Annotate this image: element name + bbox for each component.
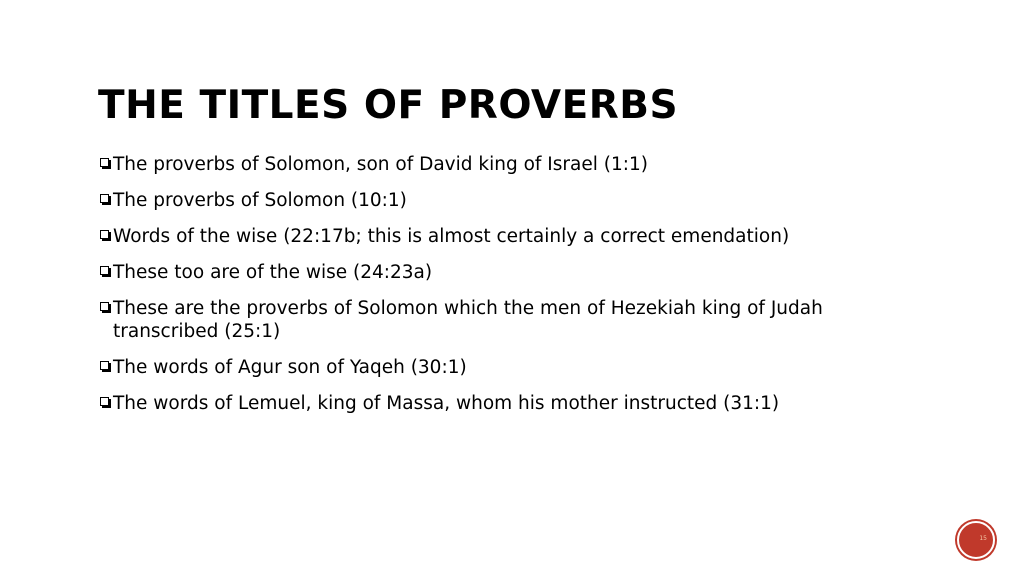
- bullet-list: [98, 153, 918, 428]
- hollow-square-bullet-icon: [100, 361, 109, 370]
- bullet-text: These too are of the wise (24:23a): [113, 262, 433, 283]
- list-item: [98, 392, 918, 415]
- hollow-square-bullet-icon: [100, 230, 109, 239]
- page-number: 15: [979, 535, 987, 542]
- list-item: [98, 189, 918, 212]
- page-number-badge: [957, 521, 995, 559]
- bullet-text: The proverbs of Solomon, son of David king of Israel (1:1): [113, 154, 648, 175]
- bullet-text: The words of Lemuel, king of Massa, whom his mother instructed (31:1): [113, 393, 780, 414]
- bullet-text: Words of the wise (22:17b; this is almost certainly a correct emendation): [113, 226, 790, 247]
- hollow-square-bullet-icon: [100, 158, 109, 167]
- slide-title: THE TITLES OF PROVERBS: [98, 83, 679, 128]
- bullet-text: The proverbs of Solomon (10:1): [113, 190, 407, 211]
- list-item: [98, 225, 918, 248]
- hollow-square-bullet-icon: [100, 194, 109, 203]
- hollow-square-bullet-icon: [100, 302, 109, 311]
- list-item: [98, 261, 918, 284]
- bullet-text: These are the proverbs of Solomon which the men of Hezekiah king of Judah transcribed (25:1): [113, 298, 823, 342]
- hollow-square-bullet-icon: [100, 266, 109, 275]
- list-item: [98, 297, 918, 343]
- list-item: [98, 153, 918, 176]
- bullet-text: The words of Agur son of Yaqeh (30:1): [113, 357, 467, 378]
- list-item: [98, 356, 918, 379]
- hollow-square-bullet-icon: [100, 397, 109, 406]
